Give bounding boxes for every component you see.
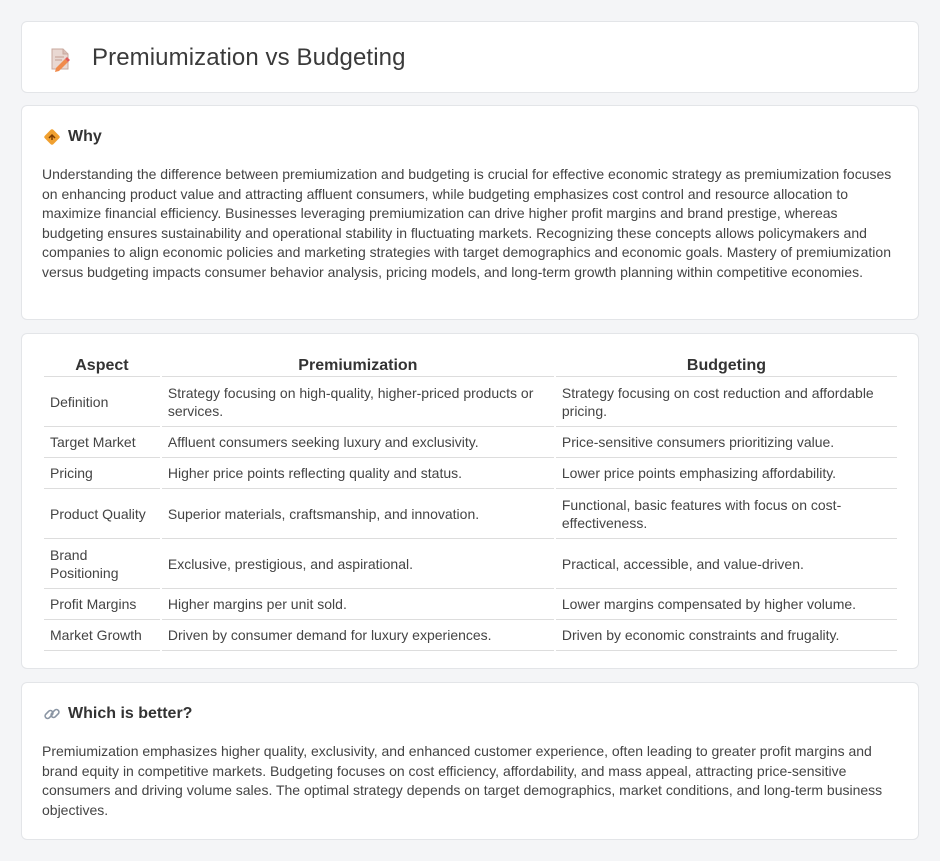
comparison-table-card xyxy=(21,333,919,669)
table-row xyxy=(44,458,897,489)
aspect-cell: Pricing xyxy=(44,458,160,489)
better-body: Premiumization emphasizes higher quality, exclusivity, and enhanced customer experience, often leading to greater profit margins and brand equity in competitive markets. Budgeting focuses on cost efficiency, affordability, and mass appeal, attracting price-sensitive consumers and driving volume sales. The optimal strategy depends on target demographics, market conditions, and long-term business objectives. xyxy=(42,743,883,818)
table-row xyxy=(44,589,897,620)
table-row xyxy=(44,427,897,458)
why-section xyxy=(21,105,919,320)
why-body: Understanding the difference between premiumization and budgeting is crucial for effective economic strategy as premiumization focuses on enhancing product value and attracting affluent consumers, while budgeting emphasizes cost control and resource allocation to maximize financial efficiency. Businesses leveraging premiumization can drive higher profit margins and brand prestige, whereas budgeting ensures sustainability and operational stability in fluctuating markets. Recognizing these concepts allows policymakers and companies to align economic policies and marketing strategies with target demographics and economic goals. Mastery of premiumization versus budgeting impacts consumer behavior analysis, pricing models, and long-term growth planning within competitive economies. xyxy=(42,166,892,280)
aspect-cell: Definition xyxy=(44,377,160,427)
budgeting-cell: Practical, accessible, and value-driven. xyxy=(556,539,897,589)
budgeting-cell: Lower price points emphasizing affordability. xyxy=(556,458,897,489)
budgeting-cell: Price-sensitive consumers prioritizing value. xyxy=(556,427,897,458)
premiumization-cell: Higher margins per unit sold. xyxy=(162,589,554,620)
premiumization-cell: Higher price points reflecting quality and status. xyxy=(162,458,554,489)
aspect-cell: Target Market xyxy=(44,427,160,458)
document-pencil-icon xyxy=(47,46,73,72)
table-row xyxy=(44,489,897,539)
budgeting-cell: Functional, basic features with focus on cost-effectiveness. xyxy=(556,489,897,539)
better-heading-label: Which is better? xyxy=(68,705,193,722)
table-row xyxy=(44,620,897,651)
page-title: Premiumization vs Budgeting xyxy=(92,44,406,71)
why-heading-label: Why xyxy=(68,128,102,145)
diamond-sign-icon xyxy=(42,127,62,147)
table-header-row xyxy=(44,356,897,377)
budgeting-cell: Strategy focusing on cost reduction and affordable pricing. xyxy=(556,377,897,427)
column-header-premiumization: Premiumization xyxy=(162,356,554,377)
premiumization-cell: Driven by consumer demand for luxury experiences. xyxy=(162,620,554,651)
link-icon xyxy=(42,704,62,724)
premiumization-cell: Affluent consumers seeking luxury and exclusivity. xyxy=(162,427,554,458)
table-row xyxy=(44,539,897,589)
premiumization-cell: Strategy focusing on high-quality, higher-priced products or services. xyxy=(162,377,554,427)
why-heading xyxy=(42,127,102,147)
better-heading xyxy=(42,704,192,724)
which-is-better-section xyxy=(21,682,919,840)
aspect-cell: Brand Positioning xyxy=(44,539,160,589)
column-header-aspect: Aspect xyxy=(44,356,160,377)
table-row xyxy=(44,377,897,427)
aspect-cell: Market Growth xyxy=(44,620,160,651)
premiumization-cell: Superior materials, craftsmanship, and innovation. xyxy=(162,489,554,539)
aspect-cell: Product Quality xyxy=(44,489,160,539)
header-card xyxy=(21,21,919,93)
column-header-budgeting: Budgeting xyxy=(556,356,897,377)
budgeting-cell: Driven by economic constraints and frugality. xyxy=(556,620,897,651)
budgeting-cell: Lower margins compensated by higher volume. xyxy=(556,589,897,620)
comparison-table xyxy=(42,356,899,651)
aspect-cell: Profit Margins xyxy=(44,589,160,620)
premiumization-cell: Exclusive, prestigious, and aspirational. xyxy=(162,539,554,589)
